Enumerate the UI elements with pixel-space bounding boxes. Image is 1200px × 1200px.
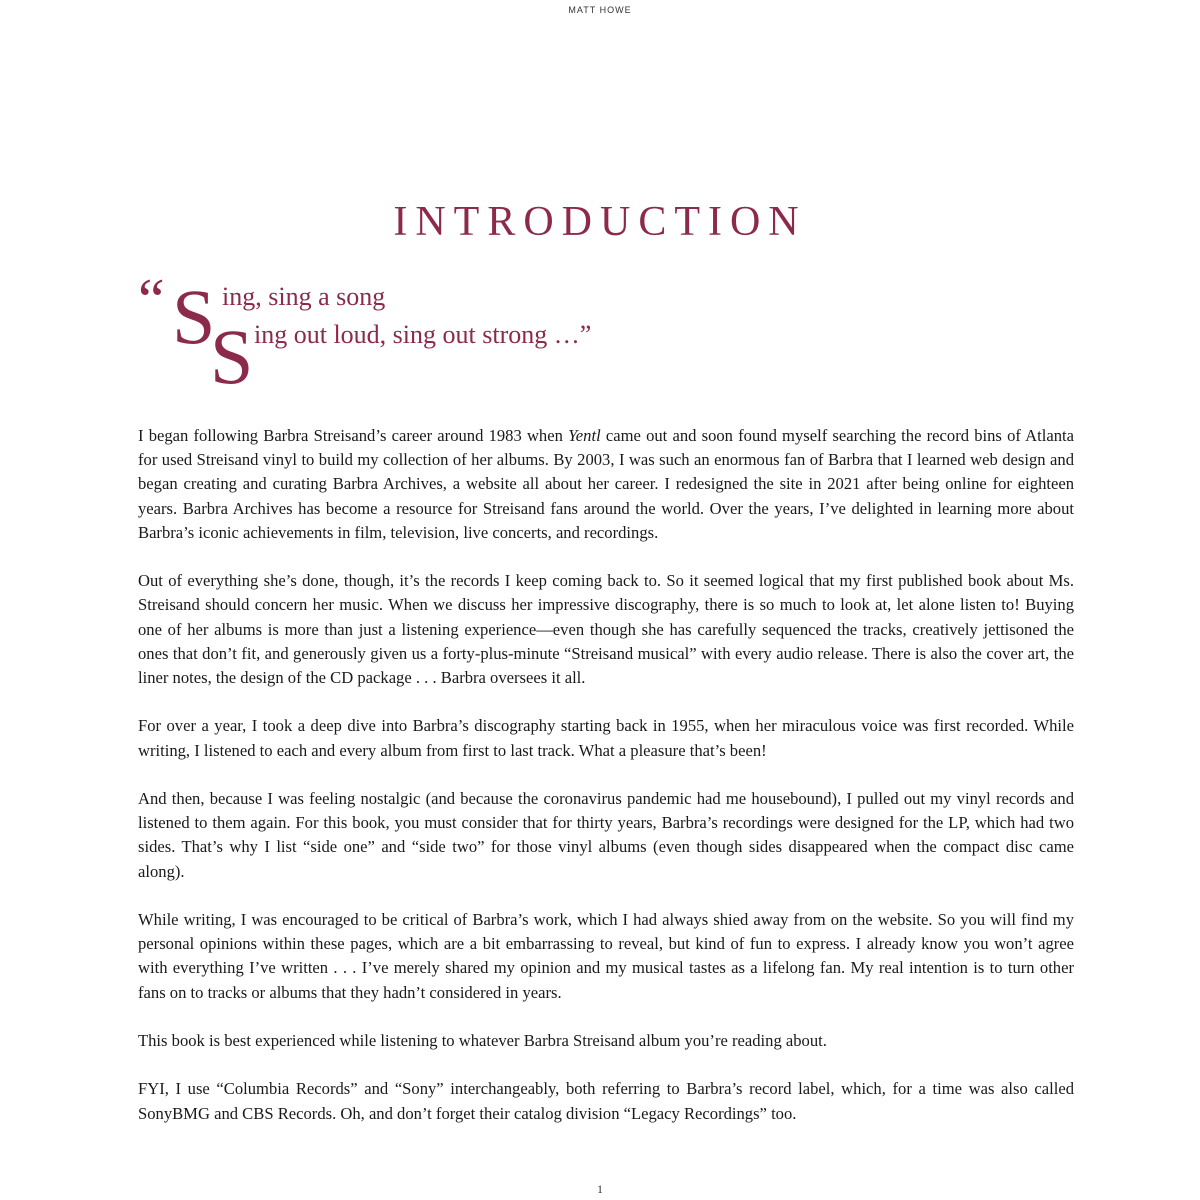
paragraph-1-part-a: I began following Barbra Streisand’s career around 1983 when [138,426,569,445]
epigraph-line-2: ing out loud, sing out strong …” [254,320,592,349]
running-head: MATT HOWE [568,5,632,15]
epigraph-line-1: ing, sing a song [222,282,386,311]
epigraph-drop-cap-1: S [172,273,216,360]
epigraph-drop-cap-2: S [210,313,254,400]
page-number: 1 [597,1182,603,1196]
chapter-title: INTRODUCTION [393,199,807,246]
paragraph-7: FYI, I use “Columbia Records” and “Sony” interchangeably, both referring to Barbra’s record label, which, for a time was also called SonyBMG and CBS Records. Oh, and don’t forget their catalog division “Legacy Recordings” too. [138,1079,1074,1123]
album-title-yentl: Yentl [568,426,601,445]
paragraph-2: Out of everything she’s done, though, it’s the records I keep coming back to. So it seemed logical that my first published book about Ms. Streisand should concern her music. When we discuss her impressive discography, there is so much to look at, let alone listen to! Buying one of her albums is more than just a listening experience—even though she has carefully sequenced the tracks, creatively jettisoned the ones that don’t fit, and generously given us a forty-plus-minute “Streisand musical” with every audio release. There is also the cover art, the liner notes, the design of the CD package . . . Barbra oversees it all. [138,571,1074,688]
paragraph-1-part-b: came out and soon found myself searching the record bins of Atlanta for used Streisand vinyl to build my collection of her albums. By 2003, I was such an enormous fan of Barbra that I learned web design and began creating and curating Barbra Archives, a website all about her career. I redesigned the site in 2021 after being online for eighteen years. Barbra Archives has become a resource for Streisand fans around the world. Over the years, I’ve delighted in learning more about Barbra’s iconic achievements in film, television, live concerts, and recordings. [138,426,1075,542]
paragraph-1 [138,424,1074,545]
body-text [138,424,1074,1150]
paragraph-3: For over a year, I took a deep dive into Barbra’s discography starting back in 1955, when her miraculous voice was first recorded. While writing, I listened to each and every album from first to last track. What a pleasure that’s been! [138,716,1074,760]
epigraph-open-quote: “ [138,267,165,333]
paragraph-6: This book is best experienced while listening to whatever Barbra Streisand album you’re reading about. [138,1031,827,1050]
epigraph [138,267,838,400]
paragraph-4: And then, because I was feeling nostalgic (and because the coronavirus pandemic had me housebound), I pulled out my vinyl records and listened to them again. For this book, you must consider that for thirty years, Barbra’s recordings were designed for the LP, which had two sides. That’s why I list “side one” and “side two” for those vinyl albums (even though sides disappeared when the compact disc came along). [138,789,1074,881]
paragraph-5: While writing, I was encouraged to be critical of Barbra’s work, which I had always shied away from on the website. So you will find my personal opinions within these pages, which are a bit embarrassing to reveal, but kind of fun to express. I already know you won’t agree with everything I’ve written . . . I’ve merely shared my opinion and my musical tastes as a lifelong fan. My real intention is to turn other fans on to tracks or albums that they hadn’t considered in years. [138,910,1074,1002]
